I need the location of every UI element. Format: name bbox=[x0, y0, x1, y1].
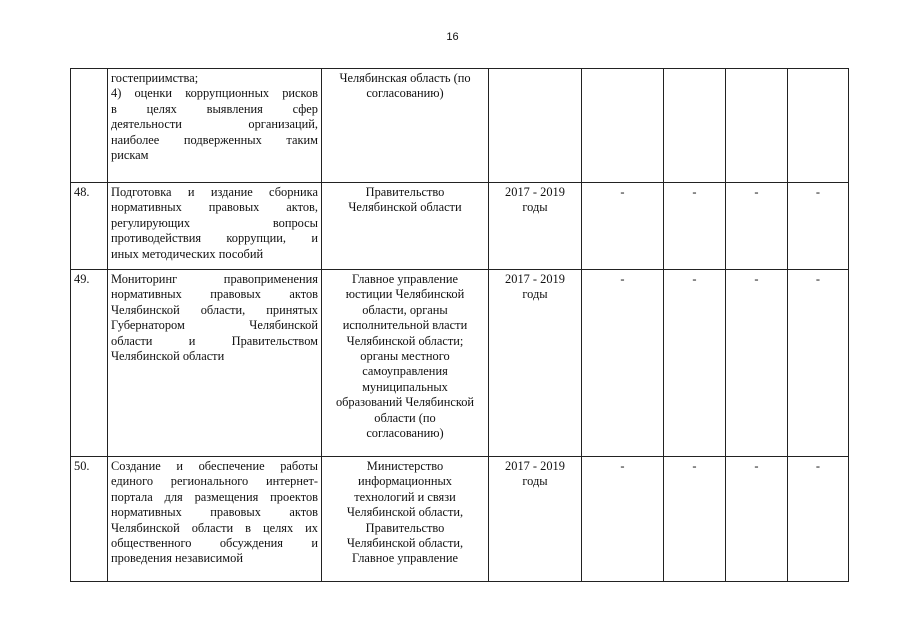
responsible-line: Правительство bbox=[365, 520, 445, 535]
responsible-line: исполнительной власти bbox=[342, 318, 468, 333]
responsible-line: Главное управление bbox=[352, 272, 458, 286]
responsible-line: Министерство bbox=[366, 459, 444, 473]
responsible-line: Челябинской области, bbox=[346, 536, 464, 551]
value-cell: - bbox=[788, 183, 849, 270]
description-line: области и Правительством bbox=[111, 333, 318, 348]
term-cell bbox=[489, 457, 582, 582]
row-number-cell: 50. bbox=[71, 457, 108, 582]
value-cell: - bbox=[788, 270, 849, 457]
description-line: в целях выявления сфер bbox=[111, 101, 318, 116]
description-line: общественного обсуждения и bbox=[111, 536, 318, 551]
description-line: Челябинской области, принятых bbox=[111, 302, 318, 317]
responsible-cell bbox=[322, 270, 489, 457]
description-line: наиболее подверженных таким bbox=[111, 132, 318, 147]
page-number: 16 bbox=[446, 31, 459, 43]
value-cell bbox=[582, 69, 664, 183]
value-cell bbox=[788, 69, 849, 183]
description-line: Подготовка и издание сборника bbox=[111, 185, 318, 199]
responsible-line: технологий и связи bbox=[354, 489, 456, 504]
description-line: 4) оценки коррупционных рисков bbox=[111, 86, 318, 101]
responsible-line: Правительство bbox=[365, 185, 445, 199]
measure-description-cell bbox=[108, 457, 322, 582]
description-line: единого регионального интернет- bbox=[111, 474, 318, 489]
term-line: годы bbox=[522, 287, 548, 302]
responsible-line: Челябинской области bbox=[348, 200, 462, 215]
value-cell bbox=[726, 69, 788, 183]
value-cell: - bbox=[726, 183, 788, 270]
value-cell bbox=[664, 69, 726, 183]
responsible-line: Главное управление bbox=[352, 551, 458, 566]
measure-description-cell bbox=[108, 183, 322, 270]
term-line: годы bbox=[522, 200, 548, 215]
responsible-cell bbox=[322, 69, 489, 183]
description-line: нормативных правовых актов bbox=[111, 505, 318, 520]
responsible-line: юстиции Челябинской bbox=[345, 287, 465, 302]
term-cell bbox=[489, 270, 582, 457]
value-cell: - bbox=[664, 183, 726, 270]
value-cell: - bbox=[664, 457, 726, 582]
value-cell: - bbox=[726, 457, 788, 582]
description-line: Мониторинг правоприменения bbox=[111, 272, 318, 286]
description-line: нормативных правовых актов, bbox=[111, 200, 318, 215]
description-line: Челябинской области в целях их bbox=[111, 520, 318, 535]
responsible-line: муниципальных bbox=[362, 379, 448, 394]
row-number-cell bbox=[71, 69, 108, 183]
table-row bbox=[71, 270, 849, 457]
value-cell: - bbox=[726, 270, 788, 457]
value-cell: - bbox=[582, 457, 664, 582]
responsible-line: органы местного bbox=[360, 349, 450, 364]
measures-table bbox=[70, 68, 849, 582]
row-number-cell: 48. bbox=[71, 183, 108, 270]
term-line: 2017 - 2019 bbox=[505, 272, 565, 286]
responsible-line: согласованию) bbox=[366, 426, 444, 441]
responsible-line: согласованию) bbox=[366, 86, 444, 101]
value-cell: - bbox=[664, 270, 726, 457]
description-line: регулирующих вопросы bbox=[111, 215, 318, 230]
measure-description-cell bbox=[108, 69, 322, 183]
description-line: Губернатором Челябинской bbox=[111, 318, 318, 333]
value-cell: - bbox=[788, 457, 849, 582]
description-line: деятельности организаций, bbox=[111, 117, 318, 132]
term-line: 2017 - 2019 bbox=[505, 459, 565, 473]
description-line: Создание и обеспечение работы bbox=[111, 459, 318, 473]
description-line: иных методических пособий bbox=[111, 246, 264, 261]
description-line: Челябинской области bbox=[111, 349, 225, 364]
description-line: портала для размещения проектов bbox=[111, 489, 318, 504]
responsible-line: самоуправления bbox=[362, 364, 448, 379]
table-row bbox=[71, 457, 849, 582]
description-line: гостеприимства; bbox=[111, 71, 199, 85]
responsible-line: информационных bbox=[358, 474, 452, 489]
responsible-line: образований Челябинской bbox=[335, 395, 475, 410]
term-line: годы bbox=[522, 474, 548, 489]
value-cell: - bbox=[582, 183, 664, 270]
responsible-line: Челябинской области; bbox=[346, 333, 464, 348]
responsible-line: Челябинской области, bbox=[346, 505, 464, 520]
value-cell: - bbox=[582, 270, 664, 457]
responsible-line: области, органы bbox=[362, 302, 448, 317]
term-line: 2017 - 2019 bbox=[505, 185, 565, 199]
responsible-line: области (по bbox=[374, 410, 436, 425]
row-number-cell: 49. bbox=[71, 270, 108, 457]
measure-description-cell bbox=[108, 270, 322, 457]
responsible-cell bbox=[322, 457, 489, 582]
description-line: противодействия коррупции, и bbox=[111, 231, 318, 246]
table-row bbox=[71, 183, 849, 270]
responsible-cell bbox=[322, 183, 489, 270]
description-line: проведения независимой bbox=[111, 551, 243, 566]
description-line: рискам bbox=[111, 148, 149, 163]
responsible-line: Челябинская область (по bbox=[339, 71, 471, 85]
table-row bbox=[71, 69, 849, 183]
term-cell bbox=[489, 183, 582, 270]
description-line: нормативных правовых актов bbox=[111, 287, 318, 302]
term-cell bbox=[489, 69, 582, 183]
